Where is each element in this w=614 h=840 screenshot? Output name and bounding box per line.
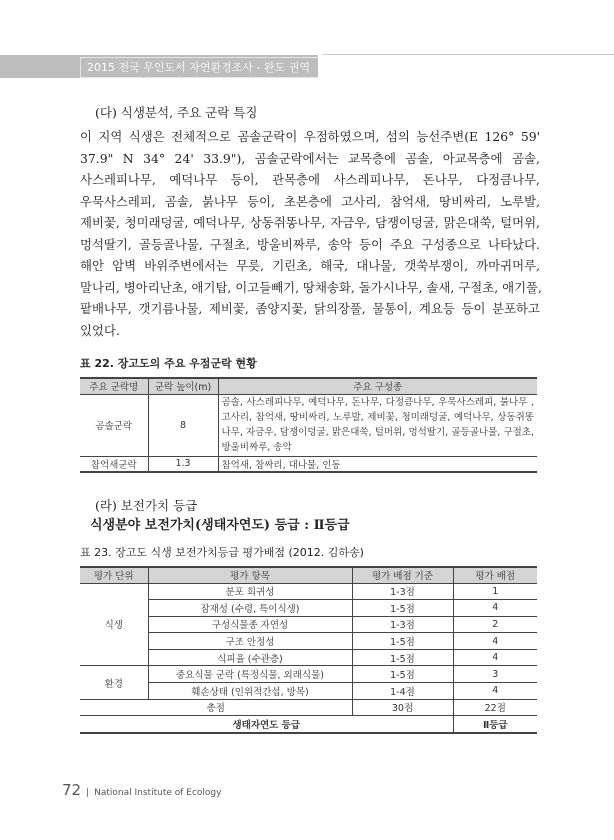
- header-rule: [323, 54, 614, 55]
- footer: 72 | National Institute of Ecology: [62, 781, 222, 799]
- col-header: 주요 군락명: [80, 378, 148, 394]
- running-header: 2015 전국 무인도서 자연환경조사 - 완도 권역: [80, 57, 318, 78]
- cell: 1-4점: [352, 683, 453, 700]
- paragraph-line: 말나리, 병아리난초, 애기탑, 이고들빼기, 땅채송화, 돌가시나무, 솔새, 구절초, 애기풀,: [80, 279, 542, 295]
- paragraph-line: 있었다.: [80, 322, 120, 338]
- cell: 총점: [80, 699, 352, 716]
- cell: 훼손상태 (인위적간섭, 방목): [148, 683, 352, 700]
- cell: 곰솔군락: [80, 394, 148, 456]
- cell: 22점: [453, 699, 537, 716]
- paragraph-line: 37.9" N 34° 24' 33.9"), 곰솔군락에서는 교목층에 곰솔, 아교목층에 곰솔,: [80, 150, 540, 166]
- col-header: 평가 단위: [80, 567, 148, 583]
- cell: 1: [453, 583, 537, 600]
- cell: 1-5점: [352, 666, 453, 683]
- cell: 1-3점: [352, 616, 453, 633]
- cell: 참억새군락: [80, 456, 148, 472]
- cell: 참억새, 참싸리, 대나물, 인동: [218, 456, 537, 472]
- cell: 4: [453, 683, 537, 700]
- cell: 식생: [80, 583, 148, 666]
- cell: 1-5점: [352, 600, 453, 617]
- col-header: 군락 높이(m): [148, 378, 218, 394]
- paragraph-line: 팥배나무, 갯기름나물, 제비꽃, 좀양지꽃, 닭의장풀, 물통이, 계요등 등이 분포하고: [80, 301, 540, 316]
- body-paragraph: [80, 126, 540, 341]
- cell: 2: [453, 616, 537, 633]
- cell: 30점: [352, 699, 453, 716]
- paragraph-line: 해안 암벽 바위주변에서는 무릇, 기린초, 해국, 대나물, 갯쑥부쟁이, 까마귀머루,: [80, 258, 540, 273]
- table22-title: 표 22. 장고도의 주요 우점군락 현황: [80, 357, 257, 370]
- table23: [80, 566, 537, 734]
- cell: 환경: [80, 666, 148, 699]
- paragraph-line: 사스레피나무, 예덕나무 등이, 관목층에 사스레피나무, 돈나무, 다정큼나무,: [80, 172, 540, 187]
- col-header: 평가 항목: [148, 567, 352, 583]
- section-heading-ra: (라) 보전가치 등급: [95, 498, 198, 513]
- paragraph-line: 이 지역 식생은 전체적으로 곰솔군락이 우점하였으며, 섬의 능선주변(E 126° 59': [80, 129, 540, 144]
- cell: Ⅱ등급: [453, 716, 537, 733]
- grade-statement: 식생분야 보전가치(생태자연도) 등급 : Ⅱ등급: [90, 518, 350, 533]
- section-heading-da: (다) 식생분석, 주요 군락 특징: [95, 105, 258, 120]
- table23-title: 표 23. 장고도 식생 보전가치등급 평가배점 (2012. 김하송): [80, 546, 364, 559]
- cell: 4: [453, 633, 537, 650]
- cell: 4: [453, 649, 537, 666]
- table22: [80, 377, 537, 473]
- cell: 잠재성 (수령, 특이식생): [148, 600, 352, 617]
- cell: 곰솔, 사스레피나무, 예덕나무, 돈나무, 다정큼나무, 우묵사스레피, 붉나무 ,고사리, 참억새, 땅비싸리, 노루발, 제비꽃, 청미래덩굴, 예덕나무, 상동쥐똥나무, 자금우, 담쟁이덩굴, 맑은대쑥, 털머위, 멍석딸기, 골등골나물, 구절초, 방울비짜루, 송악: [218, 394, 537, 456]
- col-header: 주요 구성종: [218, 378, 537, 394]
- cell: 1.3: [148, 456, 218, 472]
- page-number: 72: [62, 781, 82, 799]
- paragraph-line: 우묵사스레피, 곰솔, 붉나무 등이, 초본층에 고사리, 참억새, 땅비싸리, 노루발,: [80, 193, 540, 209]
- paragraph-line: 멍석딸기, 골등골나물, 구절초, 방울비짜루, 송악 등이 주요 구성종으로 나타났다.: [80, 236, 540, 252]
- col-header: 평가 배점: [453, 567, 537, 583]
- col-header: 평가 배점 기준: [352, 567, 453, 583]
- cell: 중요식물 군락 (특정식물, 외래식물): [148, 666, 352, 683]
- page-content: [80, 104, 540, 734]
- cell: 1-5점: [352, 649, 453, 666]
- cell: 4: [453, 600, 537, 617]
- cell: 1-3점: [352, 583, 453, 600]
- paragraph-line: 제비꽃, 청미래덩굴, 예덕나무, 상동쥐똥나무, 자금우, 담쟁이덩굴, 맑은대쑥, 털머위,: [80, 215, 540, 230]
- cell: 3: [453, 666, 537, 683]
- cell: 식피율 (수관층): [148, 649, 352, 666]
- footer-org: National Institute of Ecology: [94, 788, 222, 798]
- cell: 구조 안정성: [148, 633, 352, 650]
- cell: 분포 희귀성: [148, 583, 352, 600]
- cell: 1-5점: [352, 633, 453, 650]
- cell: 생태자연도 등급: [80, 716, 453, 733]
- cell: 구성식물종 자연성: [148, 616, 352, 633]
- cell: 8: [148, 394, 218, 456]
